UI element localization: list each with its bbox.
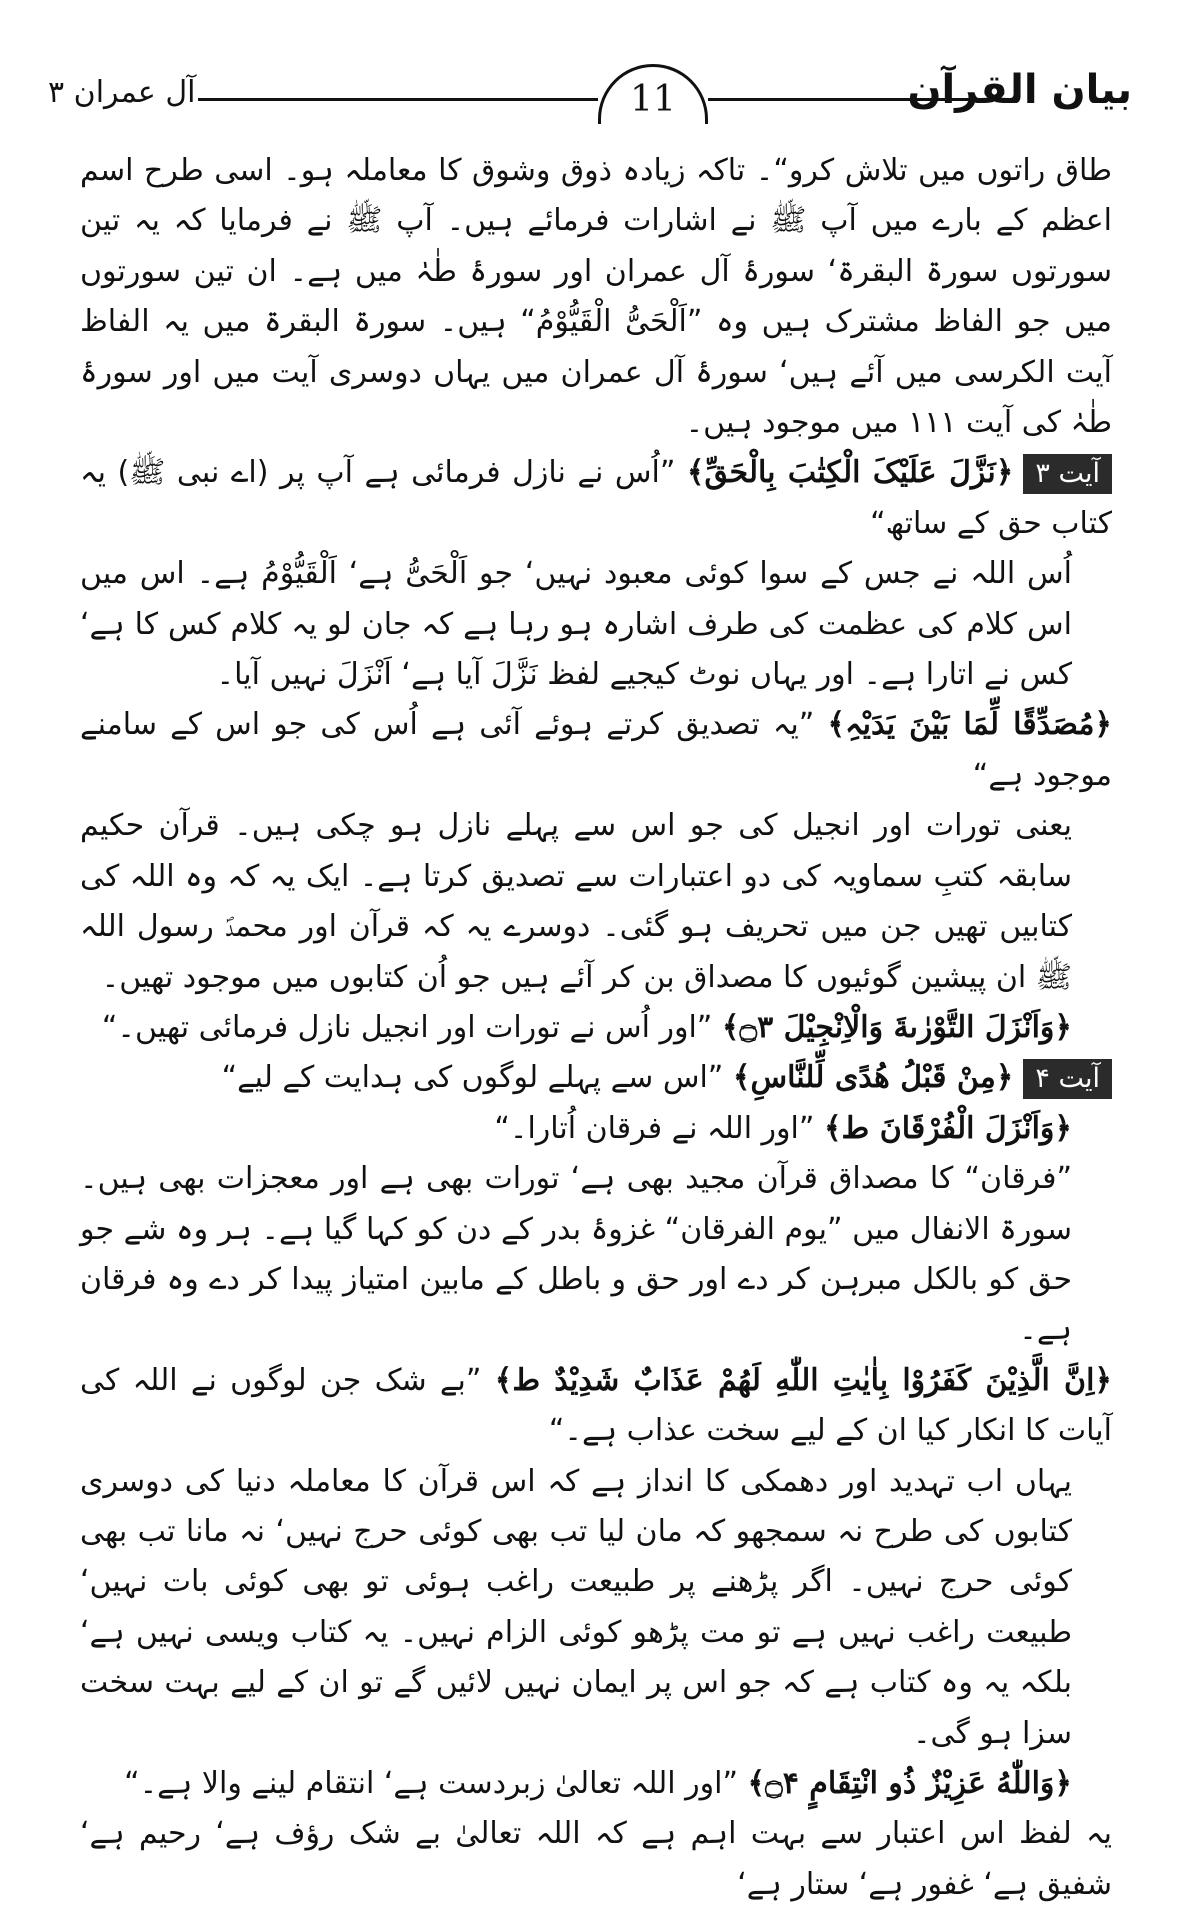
surah-label: آل عمران ۳: [48, 75, 196, 110]
verse-translation: ”اور اُس نے تورات اور انجیل نازل فرمائی تھیں۔“: [101, 1009, 713, 1045]
quran-verse: ﴿وَاَنْزَلَ الْفُرْقَانَ ط﴾: [823, 1110, 1072, 1146]
paragraph: [80, 549, 1112, 700]
commentary-text: یعنی تورات اور انجیل کی جو اس سے پہلے نازل ہو چکی ہیں۔ قرآن حکیم سابقہ کتبِ سماویہ کی دو اعتبارات سے تصدیق کرتا ہے۔ ایک یہ کہ وہ اللہ کی کتابیں تھیں جن میں تحریف ہو گئی۔ دوسرے یہ کہ قرآن اور محمدؐ رسول اللہ ﷺ ان پیشین گوئیوں کا مصداق بن کر آئے ہیں جو اُن کتابوں میں موجود تھیں۔: [80, 808, 1072, 995]
quran-verse: ﴿مُصَدِّقًا لِّمَا بَیْنَ یَدَیْہِ﴾: [827, 707, 1112, 743]
commentary-text: طاق راتوں میں تلاش کرو“۔ تاکہ زیادہ ذوق وشوق کا معاملہ ہو۔ اسی طرح اسم اعظم کے بارے میں آپ ﷺ نے اشارات فرمائے ہیں۔ آپ ﷺ نے فرمایا کہ یہ تین سورتوں سورۃ البقرۃ‘ سورۂ آل عمران اور سورۂ طٰہٰ میں ہے۔ ان تین سورتوں میں جو الفاظ مشترک ہیں وہ ”اَلْحَیُّ الْقَیُّوْمُ“ ہیں۔ سورۃ البقرۃ میں یہ الفاظ آیت الکرسی میں آئے ہیں‘ سورۂ آل عمران میں یہاں دوسری آیت میں اور سورۂ طٰہٰ کی آیت ۱۱۱ میں موجود ہیں۔: [80, 153, 1112, 441]
verse-translation: ”اور اللہ تعالیٰ زبردست ہے‘ انتقام لینے والا ہے۔“: [124, 1766, 738, 1801]
paragraph: [80, 146, 1112, 448]
book-title: بیان القرآن: [907, 67, 1132, 113]
page-header: [48, 64, 1132, 128]
commentary-text: اُس اللہ نے جس کے سوا کوئی معبود نہیں‘ جو اَلْحَیُّ ہے‘ اَلْقَیُّوْمُ ہے۔ اس میں اس کلام کی عظمت کی طرف اشارہ ہو رہا ہے کہ جان لو یہ کلام کس کا ہے‘ کس نے اتارا ہے۔ اور یہاں نوٹ کیجیے لفظ نَزَّلَ آیا ہے‘ اَنْزَلَ نہیں آیا۔: [80, 556, 1072, 693]
paragraph: [80, 1053, 1112, 1103]
header-rule-right: [708, 98, 998, 101]
paragraph: [80, 1104, 1112, 1154]
verse-translation: ”اُس نے نازل فرمائی ہے آپ پر (اے نبی ﷺ) یہ کتاب حق کے ساتھ“: [80, 455, 1112, 541]
page-number: 11: [630, 79, 676, 120]
header-rule-left: [198, 98, 598, 101]
commentary-text: یہ لفظ اس اعتبار سے بہت اہم ہے کہ اللہ تعالیٰ بے شک رؤف ہے‘ رحیم ہے‘ شفیق ہے‘ غفور ہے‘ ستار ہے‘: [80, 1816, 1112, 1902]
paragraph: [80, 1154, 1112, 1356]
ayah-number-badge: آیت ۳: [1023, 454, 1112, 494]
quran-verse: ﴿وَاَنْزَلَ التَّوْرٰىةَ وَالْاِنْجِیْلَ ۝۳﴾: [721, 1009, 1072, 1045]
verse-translation: ”اور اللہ نے فرقان اُتارا۔“: [494, 1110, 815, 1146]
verse-translation: ”بے شک جن لوگوں نے اللہ کی آیات کا انکار کیا ان کے لیے سخت عذاب ہے۔“: [80, 1362, 1112, 1449]
commentary-text: یہاں اب تہدید اور دھمکی کا انداز ہے کہ اس قرآن کا معاملہ دنیا کی دوسری کتابوں کی طرح نہ سمجھو کہ مان لیا تب بھی کوئی حرج نہیں‘ نہ مانا تب بھی کوئی حرج نہیں۔ اگر پڑھنے پر طبیعت راغب ہوئی تو بھی کوئی بات نہیں‘ طبیعت راغب نہیں ہے تو مت پڑھو کوئی الزام نہیں۔ یہ کتاب ویسی نہیں ہے‘ بلکہ یہ وہ کتاب ہے کہ جو اس پر ایمان نہیں لائیں گے تو ان کے لیے بہت سخت سزا ہو گی۔: [80, 1463, 1072, 1751]
ayah-number-badge: آیت ۴: [1023, 1059, 1112, 1099]
paragraph: [80, 1356, 1112, 1457]
verse-translation: ”اس سے پہلے لوگوں کی ہدایت کے لیے“: [221, 1060, 724, 1096]
verse-translation: ”یہ تصدیق کرتے ہوئے آئی ہے اُس کی جو اس کے سامنے موجود ہے“: [80, 707, 1112, 793]
page-number-frame: [598, 64, 708, 124]
paragraph: [80, 1759, 1112, 1809]
quran-verse: ﴿اِنَّ الَّذِیْنَ كَفَرُوْا بِاٰیٰتِ اللّٰهِ لَهُمْ عَذَابٌ شَدِیْدٌ ط﴾: [494, 1362, 1112, 1398]
paragraph: [80, 801, 1112, 1003]
quran-verse: ﴿مِنْ قَبْلُ هُدًی لِّلنَّاسِ﴾: [732, 1060, 1014, 1096]
quran-verse: ﴿نَزَّلَ عَلَیْکَ الْکِتٰبَ بِالْحَقِّ﴾: [686, 455, 1014, 491]
paragraph: [80, 1809, 1112, 1910]
commentary-text: ”فرقان“ کا مصداق قرآن مجید بھی ہے‘ تورات بھی ہے اور معجزات بھی ہیں۔ سورۃ الانفال میں ”یوم الفرقان“ غزوۂ بدر کے دن کو کہا گیا ہے۔ ہر وہ شے جو حق کو بالکل مبرہن کر دے اور حق و باطل کے مابین امتیاز پیدا کر دے وہ فرقان ہے۔: [80, 1161, 1072, 1348]
paragraph: [80, 1457, 1112, 1759]
paragraph: [80, 700, 1112, 801]
page-content: [80, 146, 1112, 1910]
paragraph: [80, 448, 1112, 549]
quran-verse: ﴿وَاللّٰهُ عَزِیْزٌ ذُو انْتِقَامٍ ۝۴﴾: [747, 1766, 1072, 1801]
paragraph: [80, 1003, 1112, 1053]
